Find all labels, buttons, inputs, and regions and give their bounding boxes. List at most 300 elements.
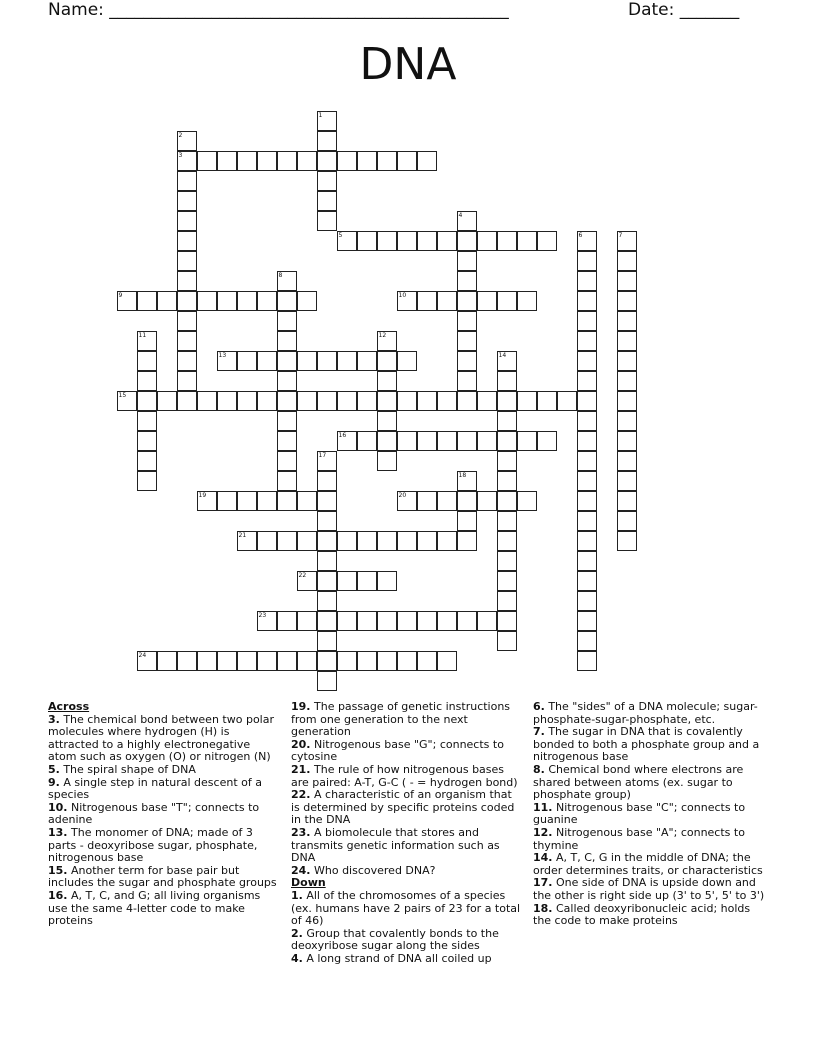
grid-cell[interactable] bbox=[417, 151, 437, 171]
grid-cell[interactable] bbox=[357, 431, 377, 451]
down-clue bbox=[533, 877, 769, 902]
grid-cell[interactable] bbox=[617, 311, 637, 331]
grid-cell[interactable] bbox=[317, 631, 337, 651]
clue-number: 2 bbox=[178, 131, 183, 139]
grid-cell[interactable] bbox=[377, 371, 397, 391]
clue-text: Nitrogenous base "A"; connects to thymine bbox=[533, 825, 745, 852]
clue-number-label: 2. bbox=[291, 926, 303, 940]
grid-cell[interactable] bbox=[297, 531, 317, 551]
down-heading: Down bbox=[291, 876, 326, 890]
date-field[interactable]: Date: _______ bbox=[628, 0, 740, 20]
grid-cell[interactable] bbox=[397, 391, 417, 411]
grid-cell[interactable] bbox=[437, 491, 457, 511]
grid-cell[interactable] bbox=[417, 491, 437, 511]
grid-cell[interactable] bbox=[437, 231, 457, 251]
grid-cell[interactable] bbox=[617, 271, 637, 291]
clue-column-1 bbox=[48, 701, 278, 928]
grid-cell[interactable] bbox=[297, 651, 317, 671]
grid-cell[interactable] bbox=[277, 491, 297, 511]
grid-cell[interactable] bbox=[577, 411, 597, 431]
clue-text: Group that covalently bonds to the deoxyribose sugar along the sides bbox=[291, 926, 499, 953]
grid-cell[interactable] bbox=[477, 291, 497, 311]
down-clue-list-part-1 bbox=[291, 890, 523, 966]
grid-cell[interactable] bbox=[137, 391, 157, 411]
across-clue bbox=[291, 827, 523, 865]
grid-cell[interactable] bbox=[377, 451, 397, 471]
clue-number: 11 bbox=[138, 331, 147, 339]
grid-cell[interactable] bbox=[317, 611, 337, 631]
grid-cell[interactable] bbox=[477, 391, 497, 411]
grid-cell[interactable] bbox=[497, 511, 517, 531]
grid-cell[interactable] bbox=[177, 191, 197, 211]
down-clue-list-part-2 bbox=[533, 701, 769, 928]
clue-number: 18 bbox=[458, 471, 467, 479]
grid-cell[interactable] bbox=[457, 431, 477, 451]
clue-number: 15 bbox=[118, 391, 127, 399]
grid-cell[interactable] bbox=[197, 391, 217, 411]
grid-cell[interactable] bbox=[177, 311, 197, 331]
grid-cell[interactable] bbox=[237, 151, 257, 171]
grid-cell[interactable] bbox=[577, 511, 597, 531]
grid-cell[interactable] bbox=[317, 131, 337, 151]
clue-number-label: 24. bbox=[291, 863, 311, 877]
clue-number: 14 bbox=[498, 351, 507, 359]
grid-cell[interactable] bbox=[277, 471, 297, 491]
across-heading: Across bbox=[48, 700, 90, 713]
grid-cell[interactable] bbox=[257, 151, 277, 171]
grid-cell[interactable] bbox=[337, 151, 357, 171]
grid-cell[interactable] bbox=[617, 471, 637, 491]
grid-cell[interactable] bbox=[557, 391, 577, 411]
grid-cell[interactable] bbox=[577, 551, 597, 571]
clue-text: A biomolecule that stores and transmits genetic information such as DNA bbox=[291, 825, 500, 865]
across-clue bbox=[291, 865, 523, 878]
grid-cell[interactable] bbox=[397, 611, 417, 631]
grid-cell[interactable] bbox=[497, 451, 517, 471]
grid-cell[interactable] bbox=[397, 431, 417, 451]
grid-cell[interactable] bbox=[497, 411, 517, 431]
clue-text: All of the chromosomes of a species (ex. humans have 2 pairs of 23 for a total of 46) bbox=[291, 888, 521, 928]
grid-cell[interactable] bbox=[497, 591, 517, 611]
across-clue bbox=[48, 865, 278, 890]
grid-cell[interactable] bbox=[277, 311, 297, 331]
grid-cell[interactable] bbox=[477, 231, 497, 251]
grid-cell[interactable] bbox=[437, 391, 457, 411]
grid-cell[interactable] bbox=[177, 211, 197, 231]
grid-cell[interactable] bbox=[577, 331, 597, 351]
grid-cell[interactable] bbox=[297, 491, 317, 511]
clue-number-label: 11. bbox=[533, 800, 553, 814]
grid-cell[interactable] bbox=[417, 531, 437, 551]
clue-text: A, T, C, G in the middle of DNA; the order determines traits, or characteristics bbox=[533, 851, 763, 877]
clue-text: The passage of genetic instructions from one generation to the next generation bbox=[291, 700, 511, 739]
across-clue bbox=[48, 714, 278, 764]
grid-cell[interactable] bbox=[317, 351, 337, 371]
grid-cell[interactable] bbox=[357, 351, 377, 371]
grid-cell[interactable] bbox=[497, 631, 517, 651]
grid-cell[interactable] bbox=[237, 291, 257, 311]
grid-cell[interactable] bbox=[157, 391, 177, 411]
clue-number: 3 bbox=[178, 151, 183, 159]
clue-number: 16 bbox=[338, 431, 347, 439]
grid-cell[interactable] bbox=[257, 291, 277, 311]
grid-cell[interactable] bbox=[497, 391, 517, 411]
grid-cell[interactable] bbox=[417, 231, 437, 251]
grid-cell[interactable] bbox=[577, 451, 597, 471]
grid-cell[interactable] bbox=[277, 611, 297, 631]
grid-cell[interactable] bbox=[177, 291, 197, 311]
grid-cell[interactable] bbox=[197, 291, 217, 311]
grid-cell[interactable] bbox=[197, 151, 217, 171]
clue-number-label: 19. bbox=[291, 700, 311, 713]
grid-cell[interactable] bbox=[317, 531, 337, 551]
grid-cell[interactable] bbox=[577, 471, 597, 491]
grid-cell[interactable] bbox=[357, 231, 377, 251]
grid-cell[interactable] bbox=[477, 611, 497, 631]
grid-cell[interactable] bbox=[277, 331, 297, 351]
grid-cell[interactable] bbox=[217, 391, 237, 411]
clue-number-label: 6. bbox=[533, 700, 545, 713]
page-title: DNA bbox=[359, 39, 457, 90]
grid-cell[interactable] bbox=[257, 351, 277, 371]
grid-cell[interactable] bbox=[577, 431, 597, 451]
grid-cell[interactable] bbox=[257, 651, 277, 671]
grid-cell[interactable] bbox=[457, 291, 477, 311]
grid-cell[interactable] bbox=[177, 231, 197, 251]
grid-cell[interactable] bbox=[337, 531, 357, 551]
grid-cell[interactable] bbox=[317, 151, 337, 171]
grid-cell[interactable] bbox=[577, 311, 597, 331]
grid-cell[interactable] bbox=[577, 271, 597, 291]
grid-cell[interactable] bbox=[337, 391, 357, 411]
across-clue bbox=[291, 764, 523, 789]
across-clue bbox=[48, 827, 278, 865]
clue-number: 17 bbox=[318, 451, 327, 459]
grid-cell[interactable] bbox=[497, 491, 517, 511]
clue-number: 24 bbox=[138, 651, 147, 659]
grid-cell[interactable] bbox=[397, 651, 417, 671]
grid-cell[interactable] bbox=[337, 571, 357, 591]
grid-cell[interactable] bbox=[517, 391, 537, 411]
clue-number-label: 21. bbox=[291, 762, 311, 776]
grid-cell[interactable] bbox=[617, 291, 637, 311]
grid-cell[interactable] bbox=[497, 471, 517, 491]
grid-cell[interactable] bbox=[237, 651, 257, 671]
grid-cell[interactable] bbox=[177, 171, 197, 191]
grid-cell[interactable] bbox=[277, 371, 297, 391]
grid-cell[interactable] bbox=[377, 431, 397, 451]
grid-cell[interactable] bbox=[577, 631, 597, 651]
grid-cell[interactable] bbox=[577, 391, 597, 411]
grid-cell[interactable] bbox=[337, 351, 357, 371]
grid-cell[interactable] bbox=[577, 651, 597, 671]
grid-cell[interactable] bbox=[457, 231, 477, 251]
grid-cell[interactable] bbox=[137, 351, 157, 371]
grid-cell[interactable] bbox=[497, 231, 517, 251]
clue-text: The spiral shape of DNA bbox=[59, 762, 196, 776]
grid-cell[interactable] bbox=[217, 151, 237, 171]
grid-cell[interactable] bbox=[577, 571, 597, 591]
grid-cell[interactable] bbox=[577, 611, 597, 631]
grid-cell[interactable] bbox=[377, 231, 397, 251]
grid-cell[interactable] bbox=[457, 491, 477, 511]
grid-cell[interactable] bbox=[297, 351, 317, 371]
grid-cell[interactable] bbox=[437, 531, 457, 551]
grid-cell[interactable] bbox=[437, 651, 457, 671]
grid-cell[interactable] bbox=[377, 391, 397, 411]
grid-cell[interactable] bbox=[317, 551, 337, 571]
grid-cell[interactable] bbox=[417, 431, 437, 451]
grid-cell[interactable] bbox=[217, 491, 237, 511]
clue-number-label: 8. bbox=[533, 762, 545, 776]
grid-cell[interactable] bbox=[277, 431, 297, 451]
down-clue bbox=[291, 953, 523, 966]
grid-cell[interactable] bbox=[577, 491, 597, 511]
grid-cell[interactable] bbox=[237, 491, 257, 511]
across-clue-list-part-2 bbox=[291, 701, 523, 877]
grid-cell[interactable] bbox=[277, 291, 297, 311]
grid-cell[interactable] bbox=[257, 531, 277, 551]
down-clue bbox=[533, 903, 769, 928]
grid-cell[interactable] bbox=[457, 511, 477, 531]
grid-cell[interactable] bbox=[297, 291, 317, 311]
grid-cell[interactable] bbox=[297, 611, 317, 631]
grid-cell[interactable] bbox=[377, 411, 397, 431]
grid-cell[interactable] bbox=[317, 171, 337, 191]
grid-cell[interactable] bbox=[137, 431, 157, 451]
grid-cell[interactable] bbox=[577, 371, 597, 391]
clue-number: 13 bbox=[218, 351, 227, 359]
grid-cell[interactable] bbox=[177, 371, 197, 391]
grid-cell[interactable] bbox=[457, 331, 477, 351]
clue-text: A, T, C, and G; all living organisms use the same 4-letter code to make proteins bbox=[48, 888, 261, 928]
grid-cell[interactable] bbox=[397, 231, 417, 251]
grid-cell[interactable] bbox=[457, 311, 477, 331]
down-clue bbox=[533, 802, 769, 827]
grid-cell[interactable] bbox=[137, 411, 157, 431]
grid-cell[interactable] bbox=[197, 651, 217, 671]
grid-cell[interactable] bbox=[177, 271, 197, 291]
grid-cell[interactable] bbox=[457, 371, 477, 391]
clue-text: Nitrogenous base "G"; connects to cytosine bbox=[291, 737, 504, 764]
grid-cell[interactable] bbox=[217, 651, 237, 671]
down-clue bbox=[533, 726, 769, 764]
grid-cell[interactable] bbox=[277, 651, 297, 671]
grid-cell[interactable] bbox=[417, 291, 437, 311]
grid-cell[interactable] bbox=[417, 651, 437, 671]
grid-cell[interactable] bbox=[397, 531, 417, 551]
grid-cell[interactable] bbox=[137, 371, 157, 391]
grid-cell[interactable] bbox=[177, 251, 197, 271]
grid-cell[interactable] bbox=[357, 651, 377, 671]
grid-cell[interactable] bbox=[377, 611, 397, 631]
grid-cell[interactable] bbox=[617, 251, 637, 271]
grid-cell[interactable] bbox=[617, 431, 637, 451]
grid-cell[interactable] bbox=[437, 431, 457, 451]
down-clue bbox=[533, 827, 769, 852]
grid-cell[interactable] bbox=[317, 671, 337, 691]
across-clue bbox=[48, 777, 278, 802]
grid-cell[interactable] bbox=[297, 151, 317, 171]
grid-cell[interactable] bbox=[317, 571, 337, 591]
clue-number-label: 13. bbox=[48, 825, 68, 839]
grid-cell[interactable] bbox=[437, 291, 457, 311]
grid-cell[interactable] bbox=[377, 351, 397, 371]
clue-number-label: 15. bbox=[48, 863, 68, 877]
grid-cell[interactable] bbox=[617, 451, 637, 471]
grid-cell[interactable] bbox=[477, 431, 497, 451]
across-clue bbox=[48, 890, 278, 928]
grid-cell[interactable] bbox=[377, 151, 397, 171]
grid-cell[interactable] bbox=[377, 651, 397, 671]
grid-cell[interactable] bbox=[497, 531, 517, 551]
grid-cell[interactable] bbox=[617, 491, 637, 511]
grid-cell[interactable] bbox=[337, 651, 357, 671]
grid-cell[interactable] bbox=[477, 491, 497, 511]
grid-cell[interactable] bbox=[237, 391, 257, 411]
grid-cell[interactable] bbox=[157, 651, 177, 671]
clue-number: 12 bbox=[378, 331, 387, 339]
grid-cell[interactable] bbox=[277, 531, 297, 551]
grid-cell[interactable] bbox=[217, 291, 237, 311]
grid-cell[interactable] bbox=[137, 291, 157, 311]
clue-number: 10 bbox=[398, 291, 407, 299]
grid-cell[interactable] bbox=[357, 531, 377, 551]
clue-number-label: 9. bbox=[48, 775, 60, 789]
grid-cell[interactable] bbox=[397, 151, 417, 171]
grid-cell[interactable] bbox=[617, 331, 637, 351]
grid-cell[interactable] bbox=[277, 411, 297, 431]
clue-number-label: 10. bbox=[48, 800, 68, 814]
grid-cell[interactable] bbox=[457, 611, 477, 631]
grid-cell[interactable] bbox=[357, 571, 377, 591]
grid-cell[interactable] bbox=[517, 491, 537, 511]
grid-cell[interactable] bbox=[517, 291, 537, 311]
grid-cell[interactable] bbox=[617, 511, 637, 531]
grid-cell[interactable] bbox=[457, 251, 477, 271]
clue-number-label: 14. bbox=[533, 851, 553, 865]
clue-number-label: 12. bbox=[533, 825, 553, 839]
grid-cell[interactable] bbox=[317, 651, 337, 671]
grid-cell[interactable] bbox=[357, 151, 377, 171]
grid-cell[interactable] bbox=[577, 591, 597, 611]
clue-text: Nitrogenous base "C"; connects to guanine bbox=[533, 800, 746, 827]
grid-cell[interactable] bbox=[317, 471, 337, 491]
grid-cell[interactable] bbox=[417, 391, 437, 411]
grid-cell[interactable] bbox=[497, 431, 517, 451]
grid-cell[interactable] bbox=[577, 351, 597, 371]
grid-cell[interactable] bbox=[497, 611, 517, 631]
grid-cell[interactable] bbox=[257, 491, 277, 511]
grid-cell[interactable] bbox=[577, 531, 597, 551]
grid-cell[interactable] bbox=[177, 651, 197, 671]
grid-cell[interactable] bbox=[577, 251, 597, 271]
grid-cell[interactable] bbox=[417, 611, 437, 631]
clue-number: 22 bbox=[298, 571, 307, 579]
grid-cell[interactable] bbox=[517, 431, 537, 451]
grid-cell[interactable] bbox=[617, 411, 637, 431]
clue-number-label: 22. bbox=[291, 788, 311, 802]
grid-cell[interactable] bbox=[277, 391, 297, 411]
clue-number-label: 17. bbox=[533, 876, 553, 890]
grid-cell[interactable] bbox=[277, 351, 297, 371]
grid-cell[interactable] bbox=[497, 571, 517, 591]
clue-text: Chemical bond where electrons are shared between atoms (ex. sugar to phosphate group) bbox=[533, 762, 744, 802]
grid-cell[interactable] bbox=[457, 531, 477, 551]
grid-cell[interactable] bbox=[517, 231, 537, 251]
grid-cell[interactable] bbox=[497, 371, 517, 391]
grid-cell[interactable] bbox=[297, 391, 317, 411]
grid-cell[interactable] bbox=[277, 451, 297, 471]
grid-cell[interactable] bbox=[617, 391, 637, 411]
grid-cell[interactable] bbox=[177, 391, 197, 411]
grid-cell[interactable] bbox=[277, 151, 297, 171]
down-clue bbox=[291, 928, 523, 953]
grid-cell[interactable] bbox=[437, 611, 457, 631]
grid-cell[interactable] bbox=[357, 611, 377, 631]
grid-cell[interactable] bbox=[577, 291, 597, 311]
grid-cell[interactable] bbox=[337, 611, 357, 631]
clue-column-2 bbox=[291, 701, 523, 965]
grid-cell[interactable] bbox=[257, 391, 277, 411]
clue-number: 1 bbox=[318, 111, 323, 119]
grid-cell[interactable] bbox=[617, 351, 637, 371]
grid-cell[interactable] bbox=[317, 391, 337, 411]
grid-cell[interactable] bbox=[617, 531, 637, 551]
clue-text: A long strand of DNA all coiled up bbox=[302, 951, 492, 965]
grid-cell[interactable] bbox=[457, 271, 477, 291]
grid-cell[interactable] bbox=[177, 351, 197, 371]
grid-cell[interactable] bbox=[457, 391, 477, 411]
grid-cell[interactable] bbox=[177, 331, 197, 351]
grid-cell[interactable] bbox=[237, 351, 257, 371]
grid-cell[interactable] bbox=[457, 351, 477, 371]
grid-cell[interactable] bbox=[157, 291, 177, 311]
grid-cell[interactable] bbox=[397, 351, 417, 371]
clue-text: The monomer of DNA; made of 3 parts - deoxyribose sugar, phosphate, nitrogenous base bbox=[48, 825, 258, 865]
grid-cell[interactable] bbox=[317, 591, 337, 611]
clue-number: 21 bbox=[238, 531, 247, 539]
name-field[interactable]: Name: _______________________________________________ bbox=[48, 0, 509, 20]
grid-cell[interactable] bbox=[537, 391, 557, 411]
grid-cell[interactable] bbox=[317, 191, 337, 211]
down-clue bbox=[533, 701, 769, 726]
grid-cell[interactable] bbox=[317, 491, 337, 511]
grid-cell[interactable] bbox=[617, 371, 637, 391]
clue-number-label: 18. bbox=[533, 901, 553, 915]
grid-cell[interactable] bbox=[537, 231, 557, 251]
grid-cell[interactable] bbox=[537, 431, 557, 451]
clue-text: Another term for base pair but includes the sugar and phosphate groups bbox=[48, 863, 277, 890]
grid-cell[interactable] bbox=[357, 391, 377, 411]
across-clue-list-part-1 bbox=[48, 714, 278, 928]
clue-text: The sugar in DNA that is covalently bonded to both a phosphate group and a nitrogenous base bbox=[533, 725, 760, 764]
grid-cell[interactable] bbox=[137, 451, 157, 471]
clue-number-label: 7. bbox=[533, 725, 545, 739]
grid-cell[interactable] bbox=[317, 511, 337, 531]
grid-cell[interactable] bbox=[497, 291, 517, 311]
grid-cell[interactable] bbox=[137, 471, 157, 491]
grid-cell[interactable] bbox=[497, 551, 517, 571]
clue-text: The chemical bond between two polar molecules where hydrogen (H) is attracted to a highly electronegative atom such as oxygen (O) or nitrogen (N) bbox=[48, 712, 274, 764]
grid-cell[interactable] bbox=[317, 211, 337, 231]
clue-text: One side of DNA is upside down and the other is right side up (3' to 5', 5' to 3') bbox=[533, 876, 765, 902]
across-clue bbox=[291, 789, 523, 827]
clue-number: 23 bbox=[258, 611, 267, 619]
grid-cell[interactable] bbox=[377, 531, 397, 551]
clue-text: A single step in natural descent of a species bbox=[48, 775, 262, 802]
grid-cell[interactable] bbox=[377, 571, 397, 591]
